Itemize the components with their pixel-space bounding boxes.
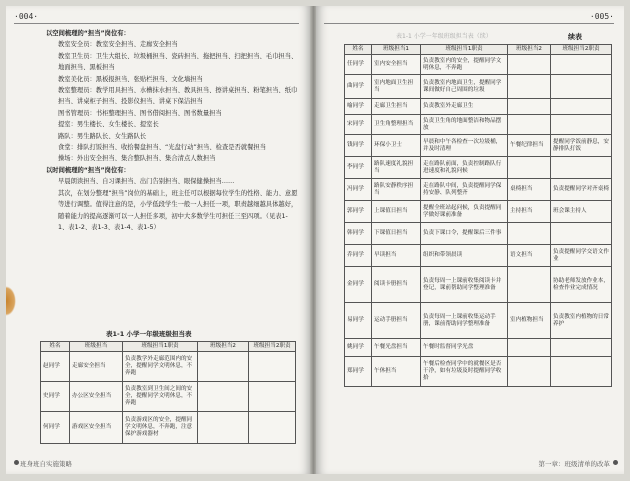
cell-role2: 桌椅担当	[508, 179, 551, 201]
column-header: 班级担当2	[198, 342, 249, 352]
table-header-row	[345, 45, 612, 55]
cell-name: 何同学	[41, 412, 70, 444]
cell-name: 史同学	[41, 382, 70, 412]
cell-role2	[508, 115, 551, 135]
table-row	[345, 357, 612, 387]
cell-duty: 午餐时监督同学光盘	[421, 339, 508, 357]
table-row	[345, 115, 612, 135]
table-row	[345, 339, 612, 357]
cell-role2: 语文担当	[508, 245, 551, 267]
cell-duty: 负责教室到卫生间之间的安全，提醒同学文明休息，不奔跑	[123, 382, 198, 412]
table-row	[345, 55, 612, 75]
cell-role: 游戏区安全担当	[70, 412, 123, 444]
cell-role2	[508, 339, 551, 357]
left-page	[6, 6, 311, 474]
column-header: 班级担当1职责	[421, 45, 508, 55]
cell-name: 冯同学	[345, 179, 372, 201]
cell-role2: 主持担当	[508, 201, 551, 223]
cell-duty2: 协助老师发放作业本，检查作业完成情况	[551, 267, 612, 303]
cell-role2	[508, 157, 551, 179]
cell-role: 走廊安全担当	[70, 352, 123, 382]
time-heading: 以时间梳理的“担当”岗位有：	[46, 166, 130, 174]
cell-duty2: 负责教室内植物的日常养护	[551, 303, 612, 339]
column-header: 姓名	[41, 342, 70, 352]
column-header: 班级担当2职责	[551, 45, 612, 55]
role-line: 食堂：排队打饭担当、收拾餐盘担当、“光盘行动”担当、检查是否就餐担当	[58, 144, 267, 152]
cell-duty: 负责卫生角的地面整洁和物品摆放	[421, 115, 508, 135]
cell-name: 喻同学	[345, 99, 372, 115]
cell-duty2	[249, 412, 296, 444]
footer-bullet-icon	[14, 460, 19, 465]
role-line: 教室安全员：教室安全担当、走廊安全担当	[58, 41, 178, 49]
cell-role2: 午餐纪律担当	[508, 135, 551, 157]
footer-bullet-icon	[613, 460, 618, 465]
cell-name: 李同学	[345, 157, 372, 179]
cell-duty2	[551, 339, 612, 357]
cell-name: 易同学	[345, 303, 372, 339]
column-header: 班级担当2职责	[249, 342, 296, 352]
cell-role2	[508, 357, 551, 387]
cell-duty: 走在路队前面，负责控制路队行进速度和礼貌问候	[421, 157, 508, 179]
cell-duty2	[551, 55, 612, 75]
cell-duty2: 班会课主持人	[551, 201, 612, 223]
cell-role2	[198, 382, 249, 412]
cell-duty2	[551, 99, 612, 115]
cell-duty2: 负责提醒同学对齐桌椅	[551, 179, 612, 201]
column-header: 班级担当1	[372, 45, 421, 55]
faint-header-text: 表1-1 小学一年级班级担当表（续）	[396, 33, 492, 40]
cell-name: 乔同学	[345, 245, 372, 267]
cell-name: 曲同学	[345, 75, 372, 99]
cell-role2	[508, 55, 551, 75]
body-paragraph: 其次，在划分整理“担当”岗位的基础上，班主任可以根据每位学生的性格、能力、意愿等进行调整。值得注意的是，小学低段学生一般一人担任一项，职责越细越具体越好，随着能力的提高逐渐可以一人担任多项，初中大多数学生可担任三至四项。（见表1-1、表1-2、表1-3、表1-4、表1-5）	[58, 189, 298, 231]
table-1-1-title: 表1-1 小学一年级班级担当表	[106, 330, 192, 338]
cell-duty: 走在路队中间，负责提醒同学保持安静、队列整齐	[421, 179, 508, 201]
cell-role: 路队安静秩序担当	[372, 179, 421, 201]
cell-duty2	[249, 382, 296, 412]
role-line: 图书管理员：书柜整理担当、图书借阅担当、图书数量担当	[58, 109, 222, 117]
cell-duty: 负责每周一上课前收集运动手册，课前帮助同学整理准备	[421, 303, 508, 339]
cell-role2	[508, 267, 551, 303]
cell-role2	[198, 352, 249, 382]
cell-duty: 负责教室内的安全，提醒同学文明休息，不奔跑	[421, 55, 508, 75]
right-footer: 第一章：班级清单的改革	[538, 460, 610, 468]
role-line: 教室卫生员：卫生大组长、垃圾桶担当、瓷砖担当、拖把担当、扫把担当、毛巾担当、地面担当、黑板担当	[58, 52, 298, 72]
table-header-row	[41, 342, 296, 352]
right-page-number: ·005·	[589, 12, 614, 21]
role-line: 提室：男生楼长、女生楼长、提室长	[58, 121, 159, 129]
cell-name: 郑同学	[345, 357, 372, 387]
space-heading: 以空间梳理的“担当”岗位有：	[46, 30, 130, 37]
table-row	[345, 179, 612, 201]
role-line: 操场：外出安全担当、集合整队担当、集合清点人数担当	[58, 155, 216, 163]
role-line: 教室美化员：黑板报担当、张贴栏担当、文化墙担当	[58, 75, 203, 83]
cell-name: 赵同学	[41, 352, 70, 382]
table-row	[345, 157, 612, 179]
cell-role: 阅读卡册担当	[372, 267, 421, 303]
table-row	[41, 352, 296, 382]
table-row	[345, 267, 612, 303]
table-row	[345, 135, 612, 157]
table-row	[345, 99, 612, 115]
role-line: 教室整理员：教学用具担当、水槽抹水担当、教具担当、擦讲桌担当、粉笔担当、纸巾担当、讲桌柜子担当、投影仪担当、讲桌下保洁担当	[58, 87, 298, 106]
cell-name: 郭同学	[345, 201, 372, 223]
table-row	[345, 245, 612, 267]
cell-role: 下课值日担当	[372, 223, 421, 245]
cell-name: 金同学	[345, 267, 372, 303]
table-row	[345, 223, 612, 245]
cell-duty2	[249, 352, 296, 382]
cell-role: 上课值日担当	[372, 201, 421, 223]
cell-role: 室内安全担当	[372, 55, 421, 75]
continued-label: 续表	[568, 33, 582, 41]
cell-name: 宋同学	[345, 115, 372, 135]
cell-role: 路队速度礼貌担当	[372, 157, 421, 179]
cell-role: 运动手册担当	[372, 303, 421, 339]
table-row	[41, 382, 296, 412]
cell-name: 韩同学	[345, 223, 372, 245]
cell-name: 姚同学	[345, 339, 372, 357]
cell-role2	[508, 99, 551, 115]
table-row	[345, 303, 612, 339]
cell-role2	[198, 412, 249, 444]
cell-role: 午休担当	[372, 357, 421, 387]
cell-duty: 负责每周一上课前收集阅读卡并登记，课前帮助同学整理准备	[421, 267, 508, 303]
page-stain	[6, 286, 16, 316]
cell-role: 环保小卫士	[372, 135, 421, 157]
cell-role: 室内地面卫生担当	[372, 75, 421, 99]
cell-role: 午餐光盘担当	[372, 339, 421, 357]
header-rule	[14, 23, 299, 24]
cell-role2: 室内植物担当	[508, 303, 551, 339]
cell-role: 早读担当	[372, 245, 421, 267]
cell-role: 办公区安全担当	[70, 382, 123, 412]
cell-name: 钱同学	[345, 135, 372, 157]
role-line: 路队：男生路队长、女生路队长	[58, 132, 147, 140]
cell-duty2	[551, 223, 612, 245]
time-roles-line: 早晨朗读担当、自习课担当、出门告别担当、眼保健操担当……	[58, 178, 235, 186]
table-row	[345, 201, 612, 223]
left-footer: 班身班自实施策略	[20, 460, 72, 468]
cell-duty2: 提醒同学饭前静息，安静排队打饭	[551, 135, 612, 157]
cell-duty: 午餐后检查同学中的就餐区是否干净，如有垃圾及时提醒同学收拾	[421, 357, 508, 387]
right-table	[344, 44, 612, 387]
cell-duty2: 负责提醒同学交语文作业	[551, 245, 612, 267]
cell-duty: 负责教室内地面卫生，提醒同学课间做好自己周围的垃圾	[421, 75, 508, 99]
cell-name: 任同学	[345, 55, 372, 75]
cell-duty: 早晨和中午各检查一次垃圾桶，并及时清理	[421, 135, 508, 157]
column-header: 班级担当	[70, 342, 123, 352]
table-row	[41, 412, 296, 444]
cell-duty: 负责教室外走廊卫生	[421, 99, 508, 115]
left-page-number: ·004·	[14, 12, 39, 21]
cell-duty2	[551, 357, 612, 387]
column-header: 班级担当2	[508, 45, 551, 55]
cell-duty: 提醒全班站起问候，负责提醒同学做好课前准备	[421, 201, 508, 223]
cell-duty2	[551, 115, 612, 135]
cell-duty2	[551, 157, 612, 179]
cell-role2	[508, 223, 551, 245]
cell-role2	[508, 75, 551, 99]
cell-duty: 负责教学外走廊范围内的安全，提醒同学文明休息，不奔跑	[123, 352, 198, 382]
cell-duty: 负责下课口令，提醒课后三件事	[421, 223, 508, 245]
cell-role: 走廊卫生担当	[372, 99, 421, 115]
right-page	[316, 6, 624, 474]
header-rule	[324, 23, 614, 24]
column-header: 姓名	[345, 45, 372, 55]
cell-duty: 组织和带领晨读	[421, 245, 508, 267]
left-table	[40, 341, 296, 444]
table-row	[345, 75, 612, 99]
cell-role: 卫生角整理担当	[372, 115, 421, 135]
cell-duty: 负责游戏区的安全，提醒同学文明休息，不奔跑，注意保护游戏器材	[123, 412, 198, 444]
column-header: 班级担当1职责	[123, 342, 198, 352]
left-body-text	[46, 28, 298, 233]
cell-duty2	[551, 75, 612, 99]
